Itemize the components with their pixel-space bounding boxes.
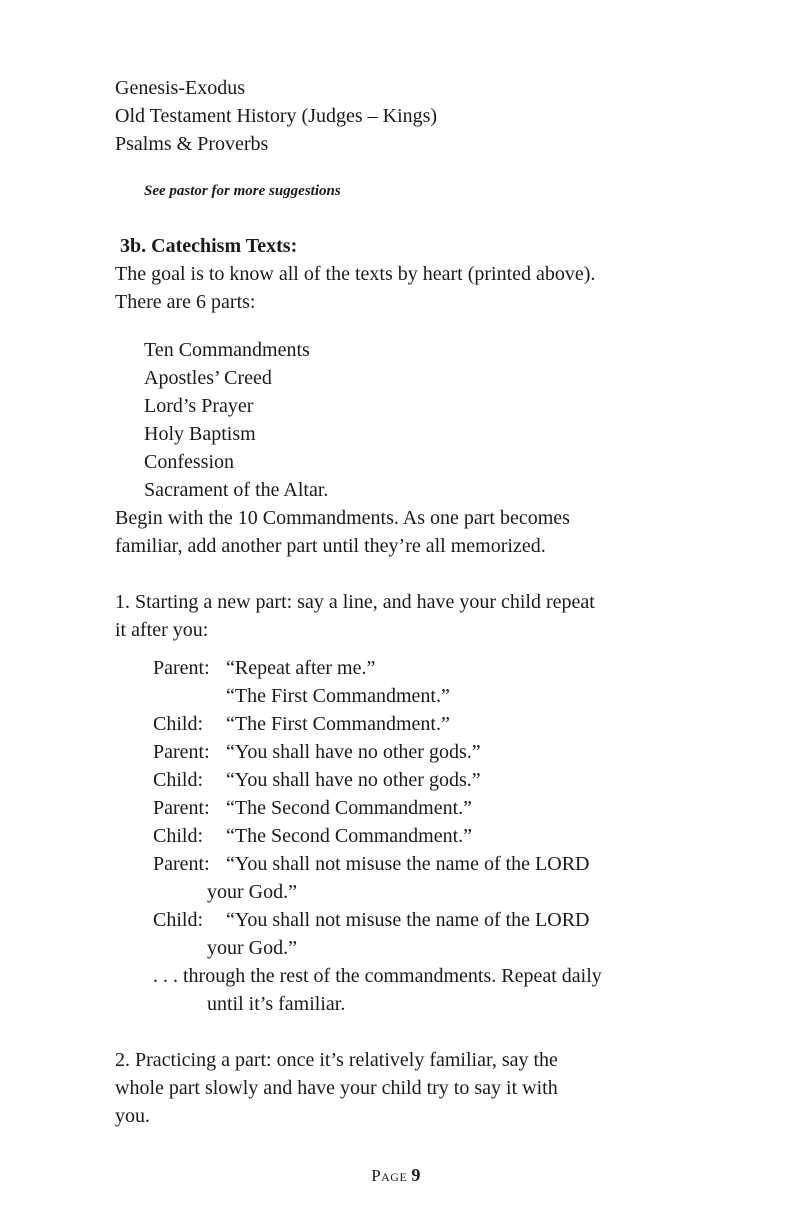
dialogue-text: “Repeat after me.” bbox=[226, 657, 376, 679]
step2-text-line: whole part slowly and have your child try to say it with bbox=[115, 1077, 558, 1099]
step2-text-line: 2. Practicing a part: once it’s relatively familiar, say the bbox=[115, 1049, 558, 1071]
step1-rest-line: . . . through the rest of the commandments. Repeat daily bbox=[153, 965, 602, 987]
reading-list-item: Psalms & Proverbs bbox=[115, 133, 269, 155]
begin-instruction-line: familiar, add another part until they’re all memorized. bbox=[115, 535, 546, 557]
step1-rest-line: until it’s familiar. bbox=[207, 993, 346, 1015]
dialogue-line bbox=[153, 766, 481, 794]
dialogue-speaker: Parent: bbox=[153, 741, 210, 763]
catechism-part: Lord’s Prayer bbox=[144, 395, 254, 417]
section-intro-line: The goal is to know all of the texts by heart (printed above). bbox=[115, 263, 596, 285]
dialogue-line bbox=[153, 710, 450, 738]
section-intro-line: There are 6 parts: bbox=[115, 291, 256, 313]
dialogue-continuation: your God.” bbox=[207, 881, 297, 903]
dialogue-text: “You shall have no other gods.” bbox=[226, 769, 481, 791]
dialogue-speaker: Parent: bbox=[153, 797, 210, 819]
dialogue-line bbox=[153, 738, 481, 766]
dialogue-text: “The Second Commandment.” bbox=[226, 825, 473, 847]
reading-list-item: Old Testament History (Judges – Kings) bbox=[115, 105, 438, 127]
page-number: 9 bbox=[411, 1165, 421, 1185]
dialogue-line bbox=[153, 682, 450, 710]
catechism-part: Apostles’ Creed bbox=[144, 367, 272, 389]
dialogue-line bbox=[153, 850, 590, 878]
step2-text-line: you. bbox=[115, 1105, 150, 1127]
catechism-part: Sacrament of the Altar. bbox=[144, 479, 329, 501]
dialogue-speaker: Parent: bbox=[153, 853, 210, 875]
dialogue-speaker: Child: bbox=[153, 825, 204, 847]
dialogue-text: “The First Commandment.” bbox=[226, 685, 450, 707]
dialogue-line bbox=[153, 794, 472, 822]
reading-list-item: Genesis-Exodus bbox=[115, 77, 245, 99]
dialogue-speaker: Child: bbox=[153, 713, 204, 735]
dialogue-line bbox=[153, 906, 590, 934]
dialogue-text: “The First Commandment.” bbox=[226, 713, 450, 735]
dialogue-speaker: Child: bbox=[153, 769, 204, 791]
dialogue-speaker: Child: bbox=[153, 909, 204, 931]
catechism-part: Holy Baptism bbox=[144, 423, 256, 445]
dialogue-line bbox=[153, 654, 375, 682]
suggestion-note: See pastor for more suggestions bbox=[144, 183, 341, 199]
dialogue-text: “You shall not misuse the name of the LORD bbox=[226, 909, 590, 931]
page-label: Page bbox=[371, 1166, 408, 1185]
dialogue-text: “You shall have no other gods.” bbox=[226, 741, 481, 763]
dialogue-speaker: Parent: bbox=[153, 657, 210, 679]
dialogue-text: “You shall not misuse the name of the LORD bbox=[226, 853, 590, 875]
begin-instruction-line: Begin with the 10 Commandments. As one part becomes bbox=[115, 507, 570, 529]
page-footer bbox=[0, 1165, 792, 1186]
dialogue-continuation: your God.” bbox=[207, 937, 297, 959]
dialogue-line bbox=[153, 822, 472, 850]
step1-text-line: it after you: bbox=[115, 619, 209, 641]
section-heading: 3b. Catechism Texts: bbox=[120, 235, 298, 257]
catechism-part: Ten Commandments bbox=[144, 339, 310, 361]
step1-text-line: 1. Starting a new part: say a line, and have your child repeat bbox=[115, 591, 595, 613]
catechism-part: Confession bbox=[144, 451, 234, 473]
dialogue-text: “The Second Commandment.” bbox=[226, 797, 473, 819]
